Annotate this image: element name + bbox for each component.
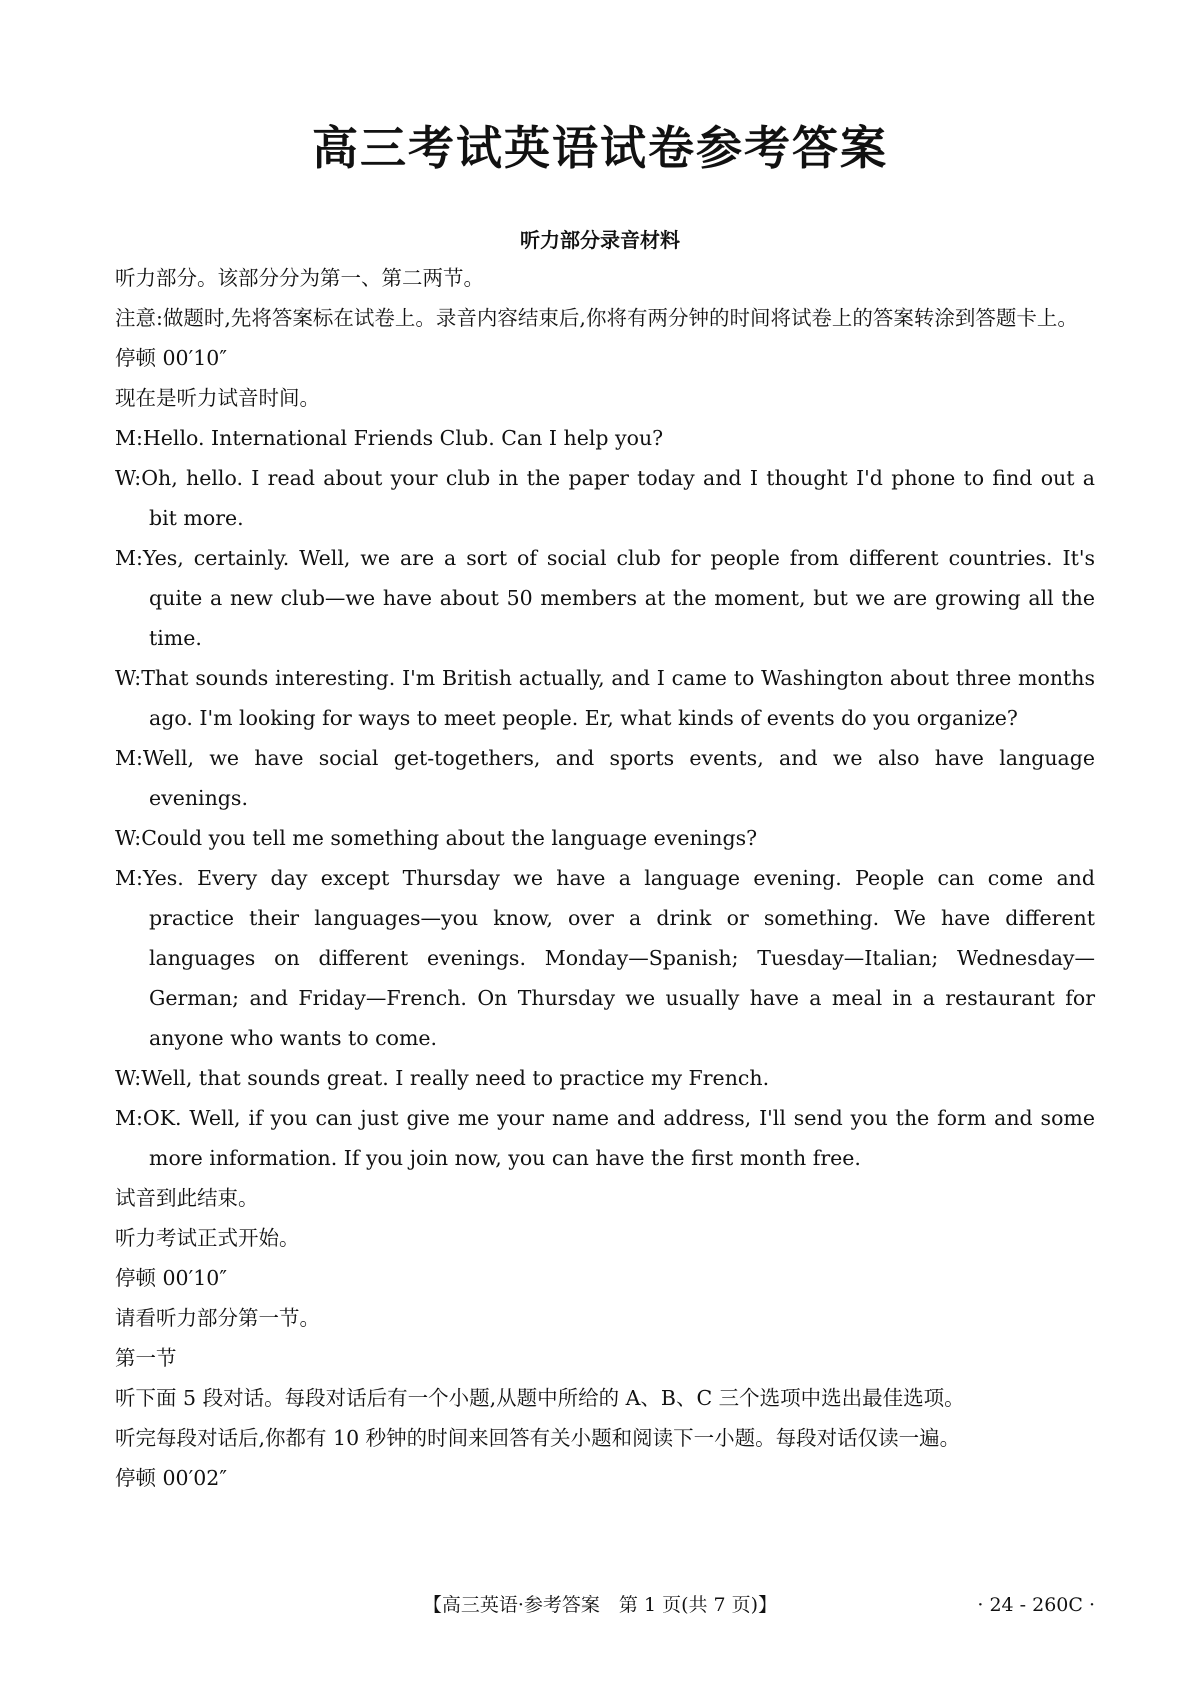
dialogue-text: Yes. Every day except Thursday we have a language evening. People can come and practice their languages—you know, over a drink or something. We have different languages on different evenings. Monday—Spanish; Tuesday—Italian; Wednesday—German; and Friday—French. On Thursday we usually have a meal in a restaurant for anyone who wants to come. <box>142 866 1095 1050</box>
dialogue-text: Well, that sounds great. I really need to practice my French. <box>141 1066 770 1090</box>
dialogue-turn <box>115 458 1095 538</box>
outro-line: 第一节 <box>115 1346 177 1370</box>
speaker-label: W: <box>115 466 142 490</box>
dialogue-text: OK. Well, if you can just give me your name and address, I'll send you the form and some more information. If you join now, you can have the first month free. <box>142 1106 1095 1170</box>
speaker-label: W: <box>115 826 142 850</box>
dialogue-turn <box>115 1098 1095 1178</box>
page-footer <box>0 1590 1200 1620</box>
outro-line: 听下面 5 段对话。每段对话后有一个小题,从题中所给的 A、B、C 三个选项中选出最佳选项。 <box>115 1386 965 1410</box>
dialogue-text: Yes, certainly. Well, we are a sort of social club for people from different countries. It's quite a new club—we have about 50 members at the moment, but we are growing all the time. <box>142 546 1095 650</box>
speaker-label: M: <box>115 746 143 770</box>
dialogue-turn <box>115 1058 1095 1098</box>
dialogue-text: Oh, hello. I read about your club in the paper today and I thought I'd phone to find out a bit more. <box>141 466 1095 530</box>
outro-line: 停顿 00′10″ <box>115 1266 227 1290</box>
section-title: 听力部分录音材料 <box>520 228 680 252</box>
dialogue-turn <box>115 538 1095 658</box>
dialogue-text: That sounds interesting. I'm British actually, and I came to Washington about three months ago. I'm looking for ways to meet people. Er, what kinds of events do you organize? <box>141 666 1095 730</box>
outro-line: 听完每段对话后,你都有 10 秒钟的时间来回答有关小题和阅读下一小题。每段对话仅读一遍。 <box>115 1426 961 1450</box>
dialogue-turn <box>115 858 1095 1058</box>
document-code: · 24 - 260C · <box>977 1594 1095 1616</box>
document-title: 高三考试英语试卷参考答案 <box>312 121 888 175</box>
page-number-label: 【高三英语·参考答案 第 1 页(共 7 页)】 <box>422 1594 778 1616</box>
outro-line: 听力考试正式开始。 <box>115 1226 300 1250</box>
transcript-body <box>115 258 1095 1498</box>
dialogue-text: Well, we have social get-togethers, and sports events, and we also have language evenings. <box>142 746 1095 810</box>
dialogue-turn <box>115 658 1095 738</box>
dialogue-turn <box>115 738 1095 818</box>
intro-line: 注意:做题时,先将答案标在试卷上。录音内容结束后,你将有两分钟的时间将试卷上的答案转涂到答题卡上。 <box>115 306 1078 330</box>
speaker-label: W: <box>115 666 142 690</box>
dialogue-turn <box>115 418 1095 458</box>
speaker-label: M: <box>115 546 143 570</box>
intro-line: 听力部分。该部分分为第一、第二两节。 <box>115 266 484 290</box>
speaker-label: M: <box>115 426 143 450</box>
speaker-label: M: <box>115 866 143 890</box>
speaker-label: W: <box>115 1066 142 1090</box>
outro-line: 试音到此结束。 <box>115 1186 259 1210</box>
dialogue-text: Hello. International Friends Club. Can I help you? <box>142 426 664 450</box>
intro-line: 停顿 00′10″ <box>115 346 227 370</box>
speaker-label: M: <box>115 1106 143 1130</box>
dialogue-text: Could you tell me something about the language evenings? <box>141 826 758 850</box>
dialogue-turn <box>115 818 1095 858</box>
intro-line: 现在是听力试音时间。 <box>115 386 320 410</box>
outro-line: 停顿 00′02″ <box>115 1466 227 1490</box>
outro-line: 请看听力部分第一节。 <box>115 1306 320 1330</box>
